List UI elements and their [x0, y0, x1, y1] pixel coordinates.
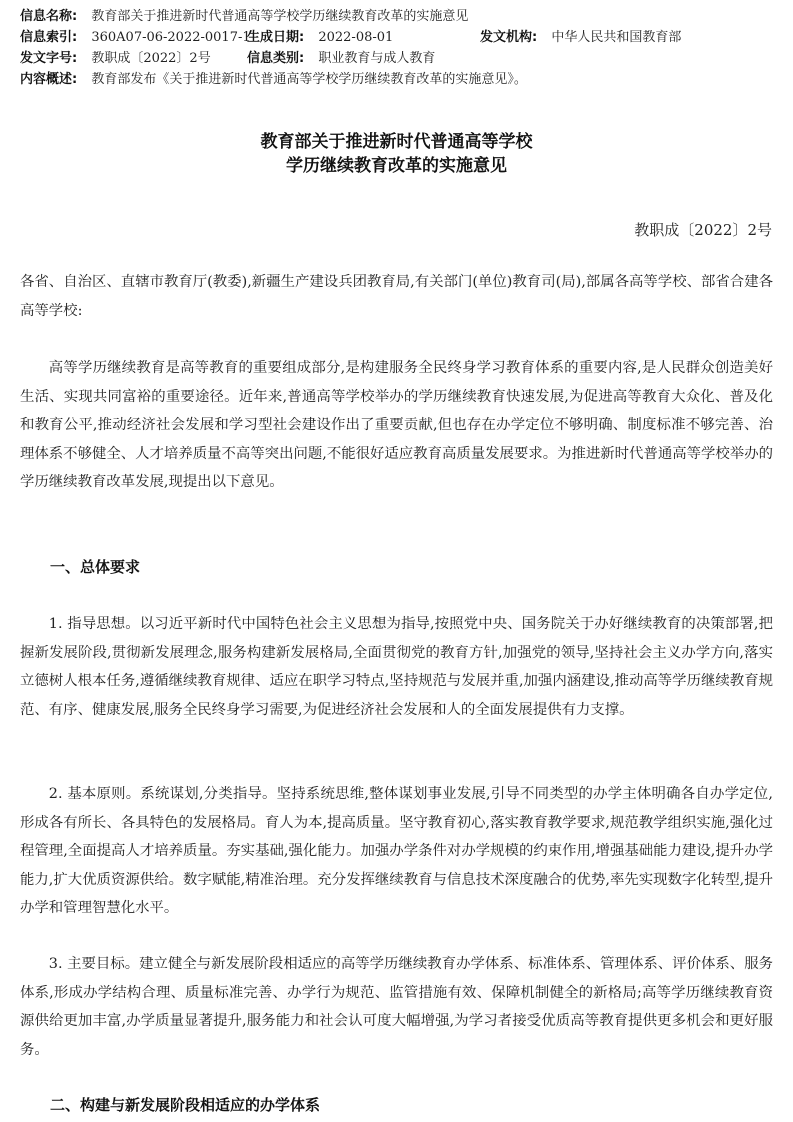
meta-name-value: 教育部关于推进新时代普通高等学校学历继续教育改革的实施意见: [91, 9, 469, 24]
section-1-heading: 一、总体要求: [50, 558, 141, 576]
meta-index-row: [20, 30, 251, 46]
document-number: 教职成〔2022〕2号: [634, 221, 772, 239]
meta-issuer-value: 中华人民共和国教育部: [551, 30, 682, 45]
document-title-line-2: 学历继续教育改革的实施意见: [286, 156, 507, 176]
meta-date-value: 2022-08-01: [318, 30, 394, 45]
meta-index-label: 信息索引:: [20, 30, 78, 45]
meta-docno-row: [20, 51, 211, 67]
meta-issuer-row: [480, 30, 681, 46]
meta-category-value: 职业教育与成人教育: [318, 51, 436, 66]
item-3-paragraph: 3. 主要目标。建立健全与新发展阶段相适应的高等学历继续教育办学体系、标准体系、管理体系、评价体系、服务体系,形成办学结构合理、质量标准完善、办学行为规范、监管措施有效、保障机制健全的新格局;高等学历继续教育资源供给更加丰富,办学质量显著提升,服务能力和社会认可度大幅增强,为学习者接受优质高等教育提供更多机会和更好服务。: [20, 956, 773, 1058]
meta-summary-value: 教育部发布《关于推进新时代普通高等学校学历继续教育改革的实施意见》。: [91, 72, 527, 87]
salutation-paragraph: 各省、自治区、直辖市教育厅(教委),新疆生产建设兵团教育局,有关部门(单位)教育司(局),部属各高等学校、部省合建各高等学校:: [20, 274, 773, 319]
meta-name-row: [20, 9, 468, 25]
meta-date-row: [247, 30, 393, 46]
meta-name-label: 信息名称:: [20, 9, 78, 24]
meta-issuer-label: 发文机构:: [480, 30, 538, 45]
meta-docno-value: 教职成〔2022〕2号: [91, 51, 211, 66]
item-2-paragraph: 2. 基本原则。系统谋划,分类指导。坚持系统思维,整体谋划事业发展,引导不同类型的办学主体明确各自办学定位,形成各有所长、各具特色的发展格局。育人为本,提高质量。坚守教育初心,落实教育教学要求,规范教学组织实施,强化过程管理,全面提高人才培养质量。夯实基础,强化能力。加强办学条件对办学规模的约束作用,增强基础能力建设,提升办学能力,扩大优质资源供给。数字赋能,精准治理。充分发挥继续教育与信息技术深度融合的优势,率先实现数字化转型,提升办学和管理智慧化水平。: [20, 786, 773, 917]
meta-summary-label: 内容概述:: [20, 72, 78, 87]
meta-date-label: 生成日期:: [247, 30, 305, 45]
meta-category-row: [247, 51, 435, 67]
meta-category-label: 信息类别:: [247, 51, 305, 66]
section-2-heading: 二、构建与新发展阶段相适应的办学体系: [50, 1096, 321, 1114]
item-1-paragraph: 1. 指导思想。以习近平新时代中国特色社会主义思想为指导,按照党中央、国务院关于办好继续教育的决策部署,把握新发展阶段,贯彻新发展理念,服务构建新发展格局,全面贯彻党的教育方针,加强党的领导,坚持社会主义办学方向,落实立德树人根本任务,遵循继续教育规律、适应在职学习特点,坚持规范与发展并重,加强内涵建设,推动高等学历继续教育规范、有序、健康发展,服务全民终身学习需要,为促进经济社会发展和人的全面发展提供有力支撑。: [20, 616, 773, 718]
meta-docno-label: 发文字号:: [20, 51, 78, 66]
meta-index-value: 360A07-06-2022-0017-1: [91, 30, 251, 45]
document-title-line-1: 教育部关于推进新时代普通高等学校: [260, 132, 533, 152]
intro-paragraph: 高等学历继续教育是高等教育的重要组成部分,是构建服务全民终身学习教育体系的重要内容,是人民群众创造美好生活、实现共同富裕的重要途径。近年来,普通高等学校举办的学历继续教育快速发展,为促进高等教育大众化、普及化和教育公平,推动经济社会发展和学习型社会建设作出了重要贡献,但也存在办学定位不够明确、制度标准不够完善、治理体系不够健全、人才培养质量不高等突出问题,不能很好适应教育高质量发展要求。为推进新时代普通高等学校举办的学历继续教育改革发展,现提出以下意见。: [20, 360, 773, 491]
meta-summary-row: [20, 72, 527, 88]
